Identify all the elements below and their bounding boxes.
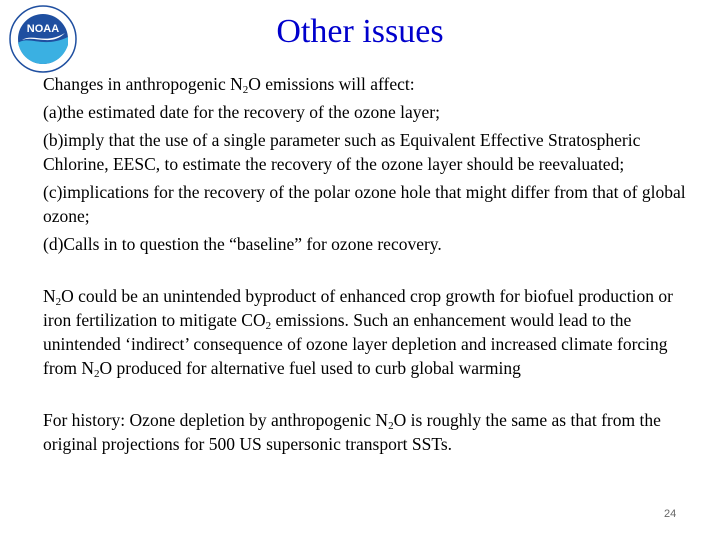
intro-line: Changes in anthropogenic $N_2O$ emissions will affect: <box>43 74 415 96</box>
svg-text:NOAA: NOAA <box>26 23 60 35</box>
history-paragraph: For history: Ozone depletion by anthropogenic $N_2O$ is roughly the same as that from the original projections for 500 US supersonic transport SSTs. <box>43 410 661 454</box>
item-c: (c)implications for the recovery of the polar ozone hole that might differ from that of global ozone; <box>43 182 686 226</box>
slide-title: Other issues <box>276 13 444 50</box>
biofuel-paragraph: $N_2O$ could be an unintended byproduct of enhanced crop growth for biofuel production or iron fertilization to mitigate $CO_2$ emissions. Such an enhancement would lead to the unintended ‘indirect’ consequence of ozone layer depletion and increased climate forcing from $N_2O$ produced for alternative fuel used to curb global warming <box>43 286 673 380</box>
item-a: (a)the estimated date for the recovery of the ozone layer; <box>43 102 440 122</box>
page-number: 24 <box>664 508 677 520</box>
slide-body <box>43 72 703 456</box>
item-d: (d)Calls in to question the “baseline” for ozone recovery. <box>43 234 442 254</box>
item-b: (b)imply that the use of a single parameter such as Equivalent Effective Stratospheric Chlorine, EESC, to estimate the recovery of the ozone layer should be reevaluated; <box>43 130 641 174</box>
